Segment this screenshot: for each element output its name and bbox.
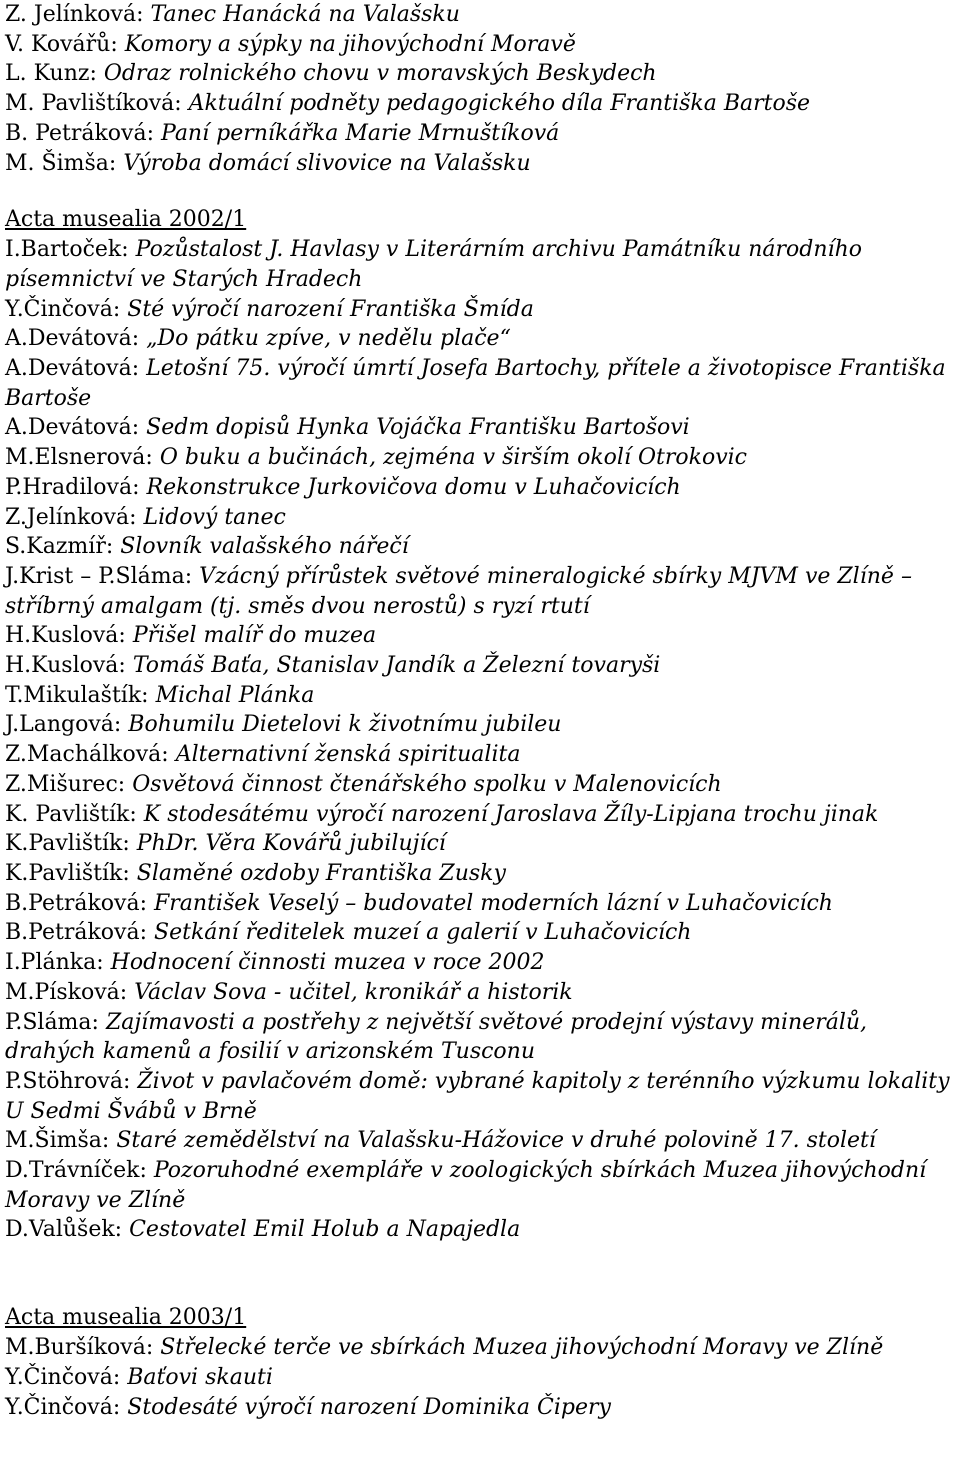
entry-title: Pozoruhodné exempláře v zoologických sbírkách Muzea jihovýchodní Moravy ve Zlíně: [5, 1158, 927, 1213]
entry-author: V. Kovářů:: [5, 31, 118, 57]
entry-title: Výroba domácí slivovice na Valašsku: [123, 150, 531, 176]
entry-title: Vzácný přírůstek světové mineralogické sbírky MJVM ve Zlíně – stříbrný amalgam (tj. směs dvou nerostů) s ryzí rtutí: [5, 563, 912, 619]
entry-author: P.Stöhrová:: [5, 1068, 131, 1094]
entry-title: Aktuální podněty pedagogického díla Františka Bartoše: [188, 91, 811, 117]
bibliography-entry: [5, 59, 960, 89]
bibliography-entry: [5, 918, 960, 948]
entry-author: M.Písková:: [5, 979, 128, 1005]
entry-author: K.Pavlištík:: [5, 831, 130, 857]
entry-title: Střelecké terče ve sbírkách Muzea jihovýchodní Moravy ve Zlíně: [160, 1335, 884, 1361]
entry-author: Z.Mišurec:: [5, 771, 126, 797]
bibliography-entry: [5, 119, 960, 149]
section-gap: [5, 178, 960, 205]
entry-title: Odraz rolnického chovu v moravských Beskydech: [103, 61, 657, 87]
entry-title: Staré zemědělství na Valašsku-Hážovice v druhé polovině 17. století: [116, 1128, 876, 1154]
bibliography-entry: [5, 1067, 960, 1126]
entry-author: J.Krist – P.Sláma:: [5, 563, 193, 589]
bibliography-entry: [5, 710, 960, 740]
entry-author: B.Petráková:: [5, 920, 148, 946]
entry-title: Alternativní ženská spiritualita: [175, 742, 521, 768]
entry-author: K. Pavlištík:: [5, 801, 137, 827]
entry-title: Tanec Hanácká na Valašsku: [150, 2, 460, 27]
entry-author: T.Mikulaštík:: [5, 682, 149, 708]
entry-author: H.Kuslová:: [5, 653, 126, 679]
bibliography-entry: [5, 1363, 960, 1393]
bibliography-entry: [5, 324, 960, 354]
entry-title: Rekonstrukce Jurkovičova domu v Luhačovicích: [146, 474, 681, 500]
entry-author: M. Pavlištíková:: [5, 91, 182, 117]
bibliography-entry: [5, 89, 960, 119]
entry-title: K stodesátému výročí narození Jaroslava Žíly-Lipjana trochu jinak: [143, 801, 879, 827]
entry-author: I.Plánka:: [5, 950, 104, 976]
section-heading-2002: Acta musealia 2002/1: [5, 207, 247, 233]
entry-author: D.Trávníček:: [5, 1158, 147, 1184]
bibliography-entry: [5, 859, 960, 889]
entry-author: M.Buršíková:: [5, 1335, 154, 1361]
bibliography-entry: [5, 354, 960, 413]
bibliography-entry: [5, 562, 960, 621]
section-2002-entries: [5, 235, 960, 1245]
entry-author: A.Devátová:: [5, 356, 140, 382]
bibliography-entry: [5, 651, 960, 681]
bibliography-entry: [5, 770, 960, 800]
entry-title: Sté výročí narození Františka Šmída: [127, 296, 534, 322]
bibliography-entry: [5, 413, 960, 443]
bibliography-entry: [5, 235, 960, 294]
section-gap: [5, 1245, 960, 1303]
bibliography-entry: [5, 295, 960, 325]
entry-author: A.Devátová:: [5, 415, 140, 441]
entry-title: František Veselý – budovatel moderních lázní v Luhačovicích: [154, 890, 833, 916]
bibliography-entry: [5, 1156, 960, 1215]
bibliography-entry: [5, 889, 960, 919]
entry-title: Tomáš Baťa, Stanislav Jandík a Železní tovaryši: [132, 653, 661, 679]
bibliography-entry: [5, 0, 960, 30]
entry-author: S.Kazmíř:: [5, 534, 114, 560]
bibliography-entry: [5, 30, 960, 60]
bibliography-entry: [5, 1393, 960, 1423]
entry-author: Z.Machálková:: [5, 742, 169, 768]
entry-title: Hodnocení činnosti muzea v roce 2002: [110, 950, 545, 976]
bibliography-entry: [5, 503, 960, 533]
entry-title: Michal Plánka: [155, 682, 315, 708]
entry-author: L. Kunz:: [5, 61, 97, 87]
section-2003-entries: [5, 1333, 960, 1422]
bibliography-entry: [5, 149, 960, 179]
entry-title: Cestovatel Emil Holub a Napajedla: [129, 1217, 521, 1243]
entry-title: PhDr. Věra Kovářů jubilující: [136, 831, 446, 857]
entry-title: Život v pavlačovém domě: vybrané kapitoly z terénního výzkumu lokality U Sedmi Švábů v Brně: [5, 1068, 950, 1124]
entry-title: Lidový tanec: [143, 504, 286, 530]
entry-title: Sedm dopisů Hynka Vojáčka Františku Bartošovi: [146, 415, 690, 441]
bibliography-entry: [5, 1215, 960, 1245]
entry-author: J.Langová:: [5, 712, 122, 738]
entry-author: K.Pavlištík:: [5, 860, 130, 886]
entry-title: Paní perníkářka Marie Mrnuštíková: [161, 120, 560, 146]
entry-title: Zajímavosti a postřehy z největší světové prodejní výstavy minerálů, drahých kamenů a fosilií v arizonském Tusconu: [5, 1009, 868, 1065]
entry-author: Y.Činčová:: [5, 1364, 121, 1390]
entry-title: Stodesáté výročí narození Dominika Čipery: [127, 1394, 611, 1420]
entry-author: Y.Činčová:: [5, 296, 121, 322]
bibliography-entry: [5, 473, 960, 503]
entry-author: Z.Jelínková:: [5, 504, 137, 530]
entry-title: Slaměné ozdoby Františka Zusky: [136, 860, 506, 886]
intro-entries: [5, 0, 960, 178]
entry-title: Přišel malíř do muzea: [132, 623, 377, 649]
entry-title: Osvětová činnost čtenářského spolku v Malenovicích: [132, 771, 722, 797]
entry-title: Baťovi skauti: [127, 1364, 273, 1390]
bibliography-entry: [5, 681, 960, 711]
entry-title: Václav Sova - učitel, kronikář a historik: [134, 979, 573, 1005]
entry-author: P.Sláma:: [5, 1009, 99, 1035]
entry-title: Letošní 75. výročí úmrtí Josefa Bartochy, přítele a životopisce Františka Bartoše: [5, 356, 946, 411]
entry-author: M. Šimša:: [5, 150, 117, 176]
entry-title: Slovník valašského nářečí: [120, 534, 409, 560]
entry-author: M.Elsnerová:: [5, 445, 153, 471]
bibliography-entry: [5, 948, 960, 978]
section-heading-2003: Acta musealia 2003/1: [5, 1305, 247, 1331]
entry-author: Y.Činčová:: [5, 1394, 121, 1420]
bibliography-entry: [5, 1008, 960, 1067]
bibliography-entry: [5, 443, 960, 473]
bibliography-entry: [5, 621, 960, 651]
entry-author: H.Kuslová:: [5, 623, 126, 649]
entry-author: Z. Jelínková:: [5, 2, 144, 27]
entry-title: O buku a bučinách, zejména v širším okolí Otrokovic: [159, 445, 747, 471]
bibliography-entry: [5, 978, 960, 1008]
entry-author: P.Hradilová:: [5, 474, 140, 500]
entry-title: Bohumilu Dietelovi k životnímu jubileu: [128, 712, 562, 738]
entry-title: Pozůstalost J. Havlasy v Literárním archivu Památníku národního písemnictví ve Starých Hradech: [5, 237, 862, 292]
entry-author: I.Bartoček:: [5, 237, 129, 263]
entry-author: B. Petráková:: [5, 120, 154, 146]
entry-title: „Do pátku zpíve, v nedělu plače“: [146, 326, 511, 352]
bibliography-entry: [5, 1126, 960, 1156]
entry-title: Setkání ředitelek muzeí a galerií v Luhačovicích: [154, 920, 692, 946]
entry-title: Komory a sýpky na jihovýchodní Moravě: [124, 31, 576, 57]
entry-author: D.Valůšek:: [5, 1217, 123, 1243]
entry-author: B.Petráková:: [5, 890, 148, 916]
bibliography-entry: [5, 740, 960, 770]
bibliography-entry: [5, 532, 960, 562]
entry-author: A.Devátová:: [5, 326, 140, 352]
bibliography-entry: [5, 1333, 960, 1363]
entry-author: M.Šimša:: [5, 1128, 110, 1154]
bibliography-entry: [5, 829, 960, 859]
bibliography-entry: [5, 800, 960, 830]
